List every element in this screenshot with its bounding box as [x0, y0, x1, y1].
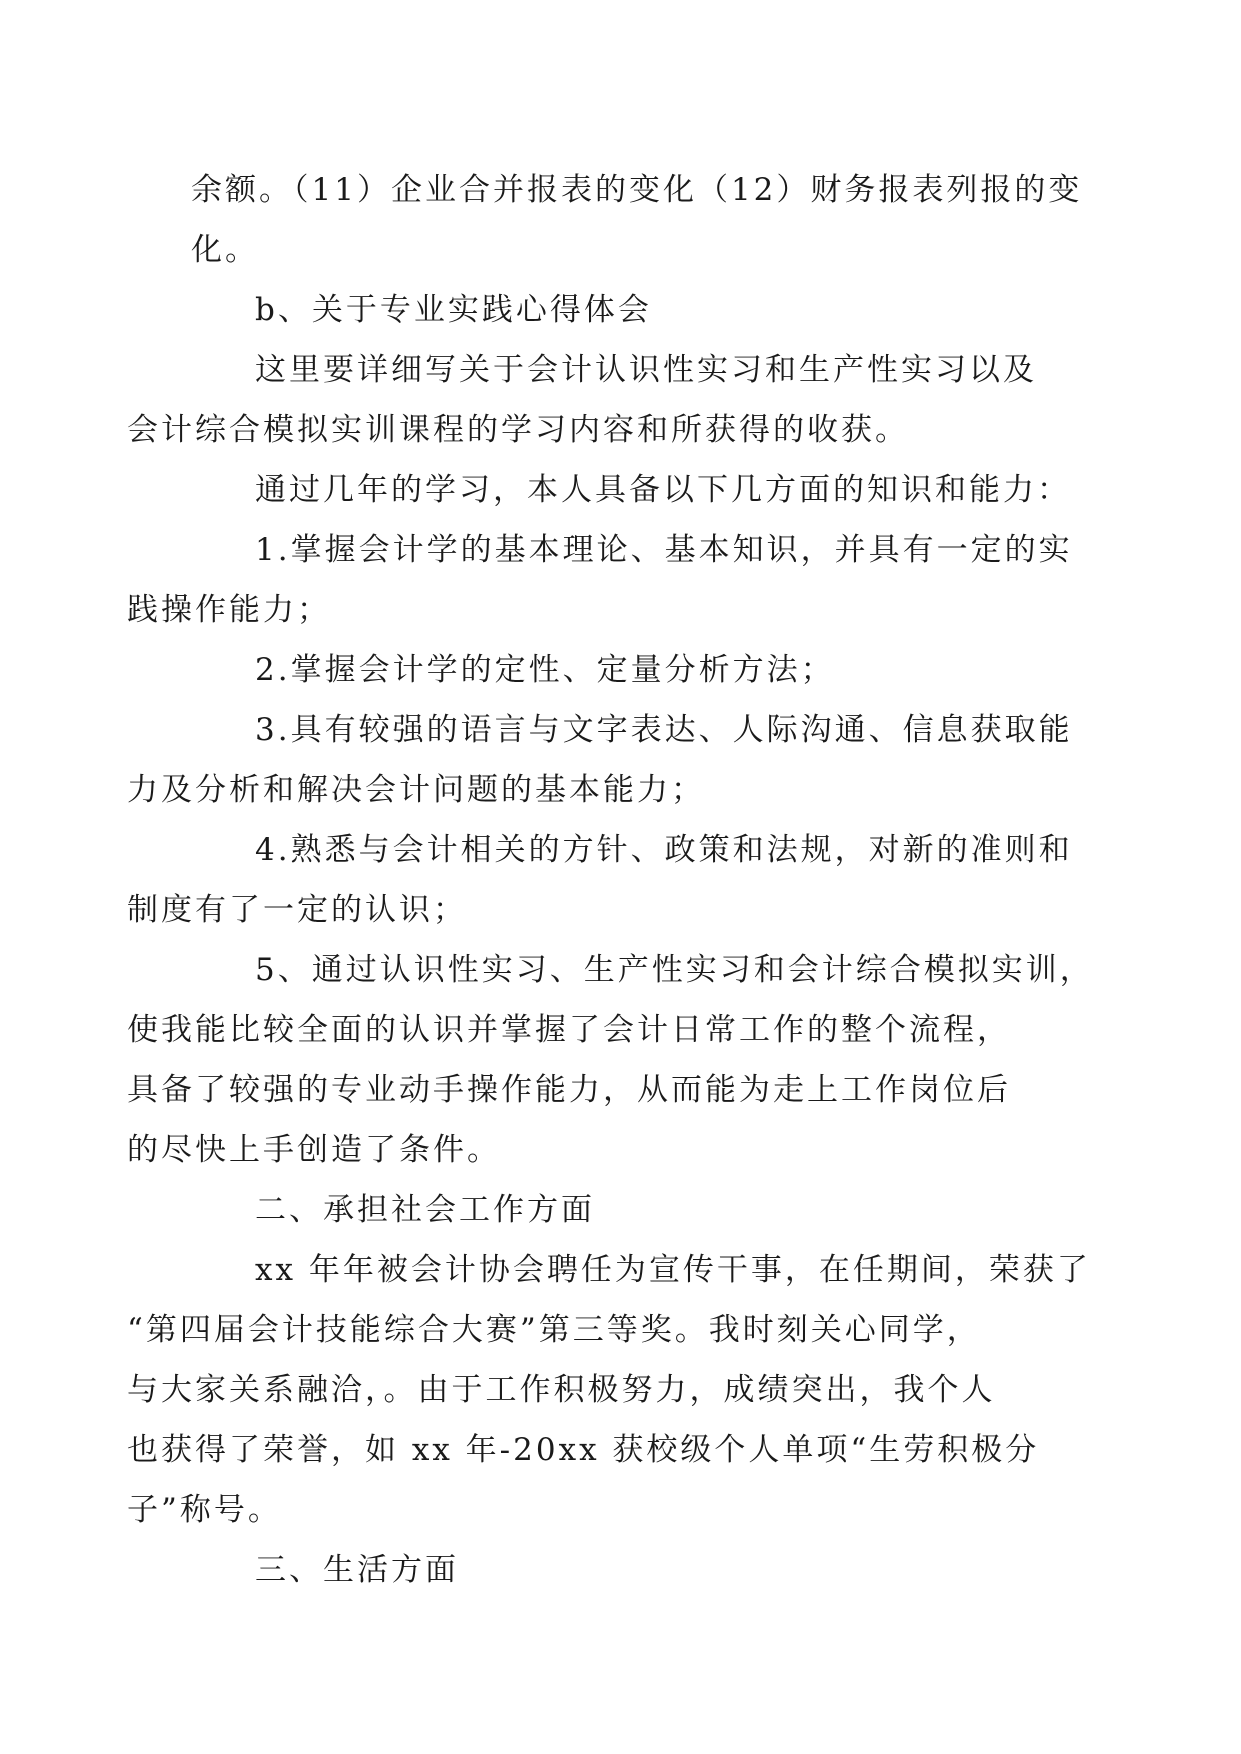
text-line: 2.掌握会计学的定性、定量分析方法；	[255, 652, 835, 688]
text-line: 的尽快上手创造了条件。	[127, 1132, 501, 1168]
text-line: 通过几年的学习，本人具备以下几方面的知识和能力：	[255, 472, 1071, 508]
list-item-ability-5	[127, 940, 1094, 1180]
text-line: 余额。（11）企业合并报表的变化（12）财务报表列报的变	[191, 172, 1083, 208]
text-line: 具备了较强的专业动手操作能力，从而能为走上工作岗位后	[127, 1072, 1011, 1108]
text-line: b、关于专业实践心得体会	[255, 292, 652, 328]
list-item-ability-3	[127, 700, 1073, 820]
text-line: 这里要详细写关于会计认识性实习和生产性实习以及	[255, 352, 1037, 388]
paragraph-balance-changes	[191, 160, 1083, 280]
text-line: 与大家关系融洽，。由于工作积极努力，成绩突出，我个人	[127, 1372, 996, 1408]
list-item-ability-4	[127, 820, 1073, 940]
text-line: xx 年年被会计协会聘任为宣传干事，在任期间，荣获了	[255, 1252, 1091, 1288]
text-line: “第四届会计技能综合大赛”第三等奖。我时刻关心同学，	[127, 1312, 981, 1348]
text-line: 化。	[191, 232, 259, 268]
text-line: 三、生活方面	[255, 1552, 459, 1588]
text-line: 会计综合模拟实训课程的学习内容和所获得的收获。	[127, 412, 909, 448]
text-line: 3.具有较强的语言与文字表达、人际沟通、信息获取能	[255, 712, 1073, 748]
list-item-ability-1	[127, 520, 1073, 640]
section-heading-practice-experience	[191, 280, 1051, 340]
list-item-ability-2	[191, 640, 1051, 700]
text-line: 使我能比较全面的认识并掌握了会计日常工作的整个流程，	[127, 1012, 1011, 1048]
text-line: 力及分析和解决会计问题的基本能力；	[127, 772, 705, 808]
document-body	[127, 160, 1094, 1600]
text-line: 1.掌握会计学的基本理论、基本知识，并具有一定的实	[255, 532, 1073, 568]
text-line: 二、承担社会工作方面	[255, 1192, 595, 1228]
paragraph-practice-detail	[127, 340, 1051, 460]
text-line: 5、通过认识性实习、生产性实习和会计综合模拟实训，	[255, 952, 1094, 988]
text-line: 4.熟悉与会计相关的方针、政策和法规，对新的准则和	[255, 832, 1073, 868]
paragraph-abilities-intro	[191, 460, 1071, 520]
text-line: 践操作能力；	[127, 592, 331, 628]
text-line: 子”称号。	[127, 1492, 282, 1528]
paragraph-social-work-detail	[127, 1240, 1091, 1540]
text-line: 制度有了一定的认识；	[127, 892, 467, 928]
text-line: 也获得了荣誉，如 xx 年-20xx 获校级个人单项“生劳积极分	[127, 1432, 1040, 1468]
section-heading-life	[191, 1540, 1051, 1600]
section-heading-social-work	[191, 1180, 1051, 1240]
